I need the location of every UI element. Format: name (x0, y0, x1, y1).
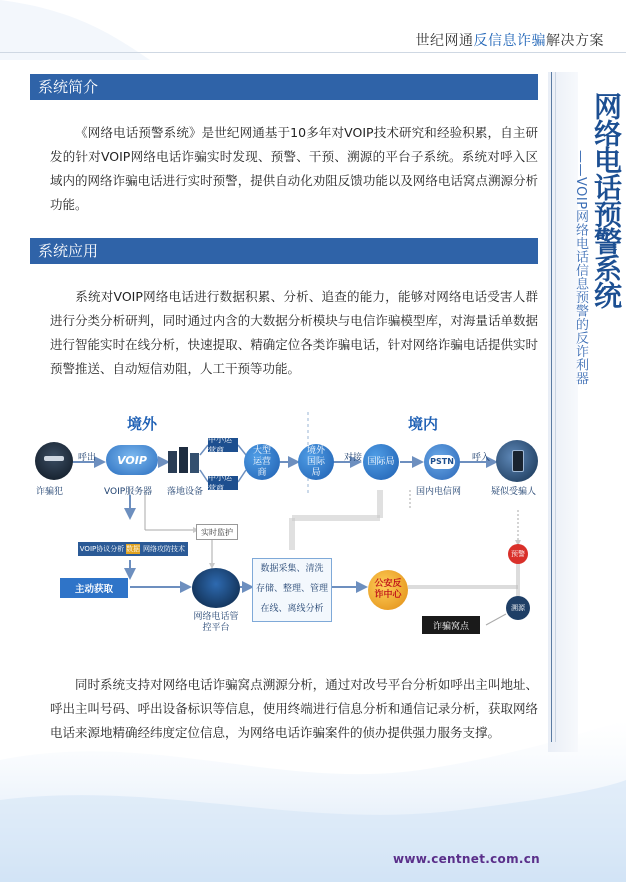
voip-cloud-icon: VOIP (106, 445, 158, 475)
pstn-node: PSTN (424, 444, 460, 480)
active-fetch-button: 主动获取 (60, 578, 128, 598)
landing-device-label: 落地设备 (167, 487, 204, 497)
intl-gateway-node: 境外国际局 (298, 444, 334, 480)
process-step-2: 存储、整理、管理 (255, 584, 328, 594)
application-paragraph: 系统对VOIP网络电话进行数据积累、分析、追查的能力，能够对网络电话受害人群进行分类分析研判，同时通过内含的大数据分析模块与电信诈骗模型库，对海量话单数据进行智能实时在线分析，快速提取、精确定位各类诈骗电话，针对网络诈骗电话提供实时预警推送、自动短信劝阻，人工干预等功能。 (50, 289, 538, 376)
system-diagram (30, 400, 550, 650)
fraud-den-box: 诈骗窝点 (422, 616, 480, 634)
victim-label: 疑似受骗人 (491, 487, 537, 497)
voip-server-label: VOIP服务器 (104, 487, 153, 497)
call-out-label: 呼出 (78, 453, 97, 463)
fraudster-icon (35, 442, 73, 480)
side-divider-light (555, 72, 556, 742)
intro-paragraph: 《网络电话预警系统》是世纪网通基于10多年对VOIP技术研究和经验积累，自主研发的针对VOIP网络电话诈骗实时发现、预警、干预、溯源的平台子系统。系统对呼入区域内的网络诈骗电话进行实时预警，提供自动化劝阻反馈功能以及网络电话窝点溯源分析功能。 (50, 125, 538, 212)
header-title: 世纪网通反信息诈骗解决方案 (415, 33, 604, 49)
side-subtitle: ——VOIP网络电话信息预警的反诈利器 (573, 150, 588, 386)
victim-icon (496, 440, 538, 482)
trace-node: 溯源 (506, 596, 530, 620)
connect-label: 对接 (344, 453, 363, 463)
police-center-node: 公安反诈中心 (368, 570, 408, 610)
control-platform-icon (192, 568, 240, 608)
realtime-monitor-box: 实时监护 (196, 524, 238, 540)
header-divider (0, 52, 626, 53)
trace-paragraph: 同时系统支持对网络电话诈骗窝点溯源分析，通过对改号平台分析如呼出主叫地址、呼出主叫号码、呼出设备标识等信息，使用终端进行信息分析和通信记录分析，获取网络电话来源地精确经纬度定位信息，为网络电话诈骗案件的侦办提供强力服务支撑。 (50, 677, 538, 740)
process-step-1: 数据采集、清洗 (260, 564, 324, 574)
relay-operator-bottom: 中小运营商 (208, 476, 238, 490)
analysis-strip: VOIP协议分析 数据 网络攻防技术 (78, 542, 188, 556)
landing-device-icon (168, 447, 200, 477)
fraudster-label: 诈骗犯 (36, 487, 64, 497)
side-divider (551, 72, 552, 742)
section-heading-intro: 系统简介 (30, 74, 538, 100)
section-heading-application: 系统应用 (30, 238, 538, 264)
region-domestic-label: 境内 (408, 415, 439, 433)
intl-bureau-node: 国际局 (363, 444, 399, 480)
data-process-box (252, 558, 332, 622)
process-step-3: 在线、离线分析 (260, 604, 324, 614)
warning-node: 预警 (508, 544, 528, 564)
big-operator-node: 大型运营商 (244, 444, 280, 480)
control-platform-label: 网络电话管控平台 (193, 612, 239, 633)
relay-operator-top: 中小运营商 (208, 438, 238, 452)
call-in-label: 呼入 (472, 453, 491, 463)
footer-url: www.centnet.com.cn (392, 852, 540, 866)
region-overseas-label: 境外 (127, 415, 158, 433)
domestic-network-label: 国内电信网 (416, 487, 462, 497)
side-title: 网络电话预警系统 (590, 92, 623, 308)
